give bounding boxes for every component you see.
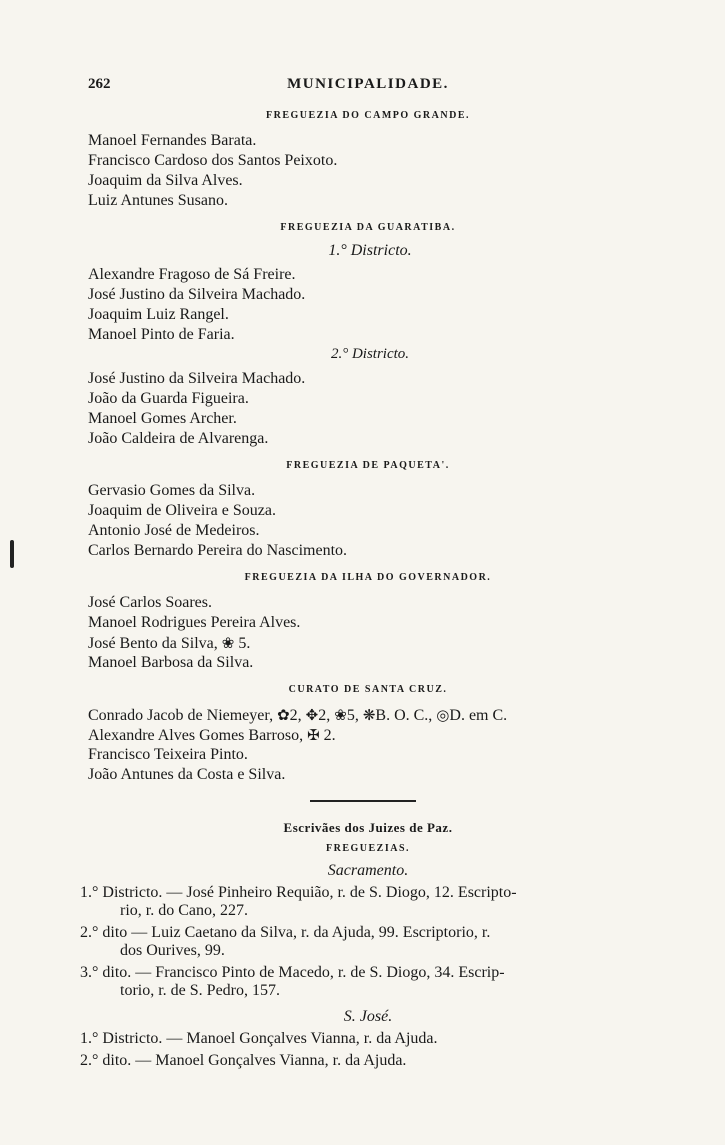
- badge-suffix: 2.: [323, 727, 336, 744]
- name-line: Carlos Bernardo Pereira do Nascimento.: [88, 542, 348, 559]
- parish-label: Sacramento.: [327, 862, 409, 879]
- name-line-with-badge: [88, 726, 336, 745]
- order-badge-icon: ❀: [334, 708, 347, 724]
- cross-badge-icon: ✥: [305, 708, 319, 724]
- name-line: João da Guarda Figueira.: [88, 390, 249, 407]
- heading-paqueta: FREGUEZIA DE PAQUETA'.: [286, 460, 450, 471]
- name-line: Alexandre Fragoso de Sá Freire.: [88, 266, 296, 283]
- running-head: MUNICIPALIDADE.: [287, 76, 449, 92]
- name-line: Francisco Cardoso dos Santos Peixoto.: [88, 152, 338, 169]
- clerk-entry: [80, 964, 650, 1000]
- name-line: Gervasio Gomes da Silva.: [88, 482, 256, 499]
- clerk-entry: [80, 1052, 650, 1070]
- margin-mark: [10, 540, 14, 568]
- page-header: [88, 76, 648, 98]
- name-line: Joaquim da Silva Alves.: [88, 172, 243, 189]
- clerk-entry: [80, 1030, 650, 1048]
- heading-governador: FREGUEZIA DA ILHA DO GOVERNADOR.: [244, 572, 492, 583]
- badge-suffix: 5,: [346, 707, 359, 724]
- name-text: José Bento da Silva,: [88, 635, 218, 652]
- heading-guaratiba: FREGUEZIA DA GUARATIBA.: [280, 222, 456, 233]
- name-line: Joaquim Luiz Rangel.: [88, 306, 229, 323]
- badge-suffix: D. em C.: [449, 707, 508, 724]
- name-line: Joaquim de Oliveira e Souza.: [88, 502, 276, 519]
- name-line: José Justino da Silveira Machado.: [88, 370, 306, 387]
- entry-line: 3.° dito. — Francisco Pinto de Macedo, r. de S. Diogo, 34. Escrip-: [80, 964, 505, 981]
- name-line: José Justino da Silveira Machado.: [88, 286, 306, 303]
- name-line: Luiz Antunes Susano.: [88, 192, 228, 209]
- page-number: 262: [88, 76, 111, 92]
- badge-suffix: 2,: [289, 707, 302, 724]
- badge-suffix: B. O. C.,: [375, 707, 433, 724]
- district-label: 2.° Districto.: [330, 346, 410, 362]
- clerk-entry: [80, 924, 650, 960]
- name-line-with-badges: [88, 706, 507, 725]
- district-label: 1.° Districto.: [328, 242, 412, 259]
- name-text: Conrado Jacob de Niemeyer,: [88, 707, 274, 724]
- name-line: João Antunes da Costa e Silva.: [88, 766, 286, 783]
- name-text: Alexandre Alves Gomes Barroso,: [88, 727, 304, 744]
- badge-suffix: 5.: [238, 635, 251, 652]
- name-line: Manoel Barbosa da Silva.: [88, 654, 254, 671]
- heading-campo-grande: FREGUEZIA DO CAMPO GRANDE.: [265, 110, 470, 121]
- name-line: Manoel Gomes Archer.: [88, 410, 237, 427]
- name-line: Manoel Rodrigues Pereira Alves.: [88, 614, 301, 631]
- name-line: José Carlos Soares.: [88, 594, 212, 611]
- clerk-entry: [80, 884, 650, 920]
- name-line: Francisco Teixeira Pinto.: [88, 746, 248, 763]
- order-badge-icon: ❀: [221, 636, 235, 652]
- parish-label: S. José.: [343, 1008, 393, 1025]
- name-line: Manoel Pinto de Faria.: [88, 326, 235, 343]
- heading-santa-cruz: CURATO DE SANTA CRUZ.: [288, 684, 448, 695]
- order-badge-icon: ✿: [277, 708, 290, 724]
- badge-suffix: 2,: [318, 707, 331, 724]
- entry-continuation: dos Ourives, 99.: [120, 942, 225, 959]
- name-line-with-badge: [88, 634, 250, 653]
- circle-badge-icon: ◎: [436, 708, 450, 724]
- section-subtitle: FREGUEZIAS.: [325, 843, 410, 854]
- entry-line: 2.° dito. — Manoel Gonçalves Vianna, r. da Ajuda.: [80, 1052, 407, 1069]
- name-line: Antonio José de Medeiros.: [88, 522, 260, 539]
- section-title: Escrivães dos Juizes de Paz.: [283, 820, 453, 835]
- entry-continuation: torio, r. de S. Pedro, 157.: [120, 982, 280, 999]
- section-divider: [310, 800, 416, 802]
- entry-line: 1.° Districto. — Manoel Gonçalves Vianna, r. da Ajuda.: [80, 1030, 438, 1047]
- entry-line: 2.° dito — Luiz Caetano da Silva, r. da Ajuda, 99. Escriptorio, r.: [80, 924, 491, 941]
- entry-line: 1.° Districto. — José Pinheiro Requião, r. de S. Diogo, 12. Escripto-: [80, 884, 517, 901]
- cross-badge-icon: ✠: [307, 728, 320, 744]
- name-line: Manoel Fernandes Barata.: [88, 132, 257, 149]
- name-line: João Caldeira de Alvarenga.: [88, 430, 269, 447]
- entry-continuation: rio, r. do Cano, 227.: [120, 902, 248, 919]
- star-badge-icon: ❋: [362, 708, 376, 724]
